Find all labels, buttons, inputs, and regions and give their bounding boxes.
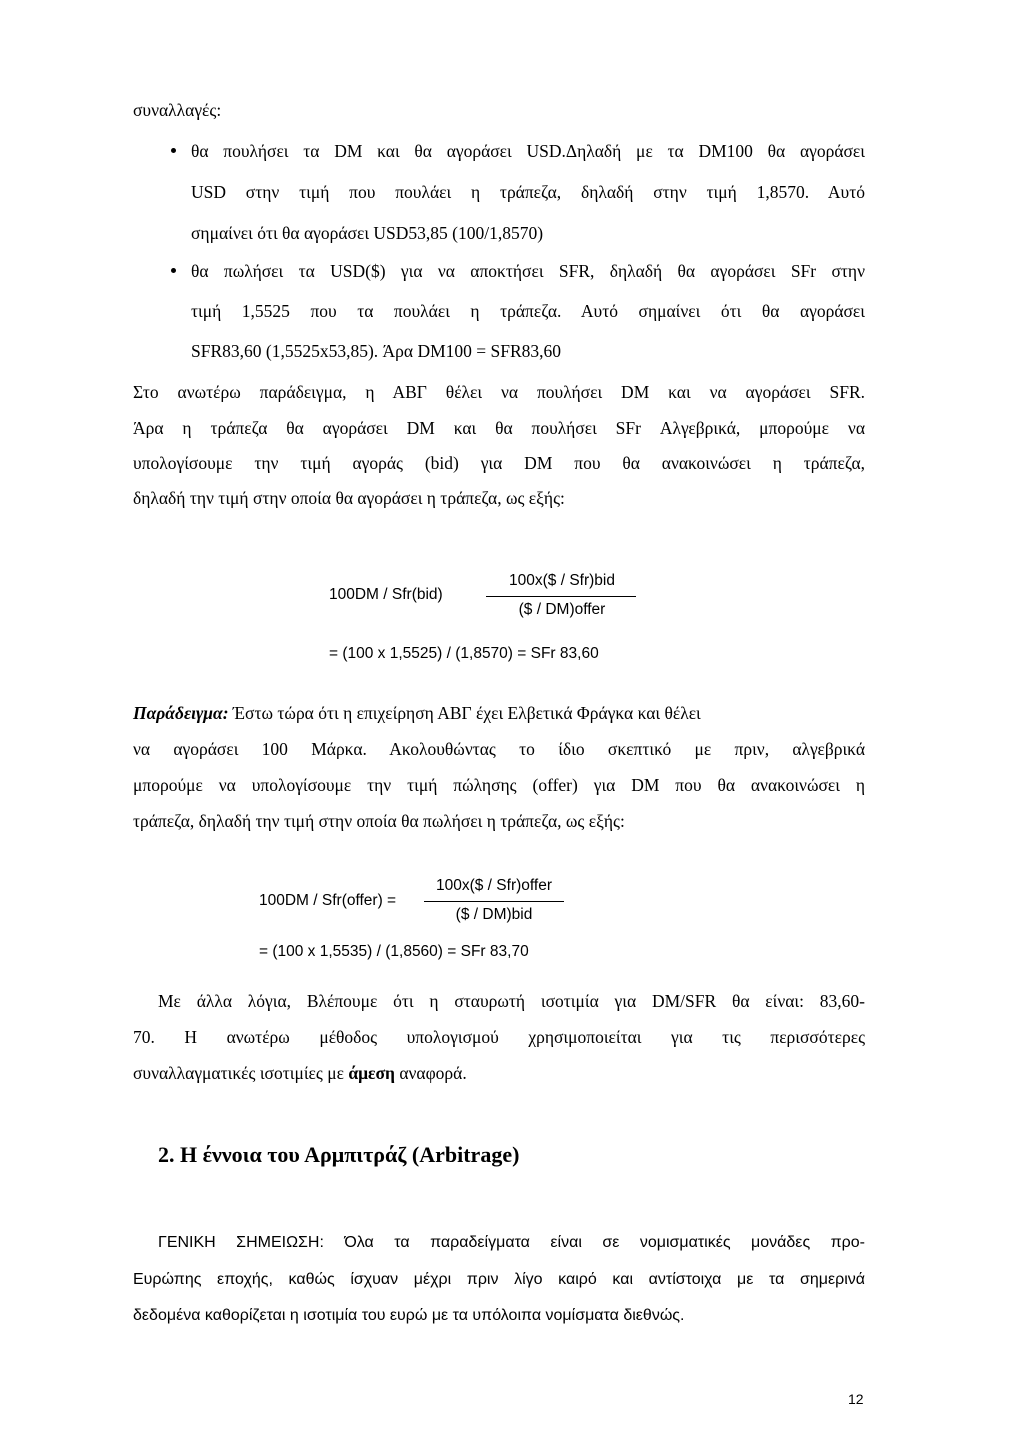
paragraph-3-line-1: Με άλλα λόγια, Βλέπουμε ότι η σταυρωτή ισοτιμία για DM/SFR θα είναι: 83,60- xyxy=(158,991,865,1011)
paragraph-1-line-2: Άρα η τράπεζα θα αγοράσει DM και θα πουλήσει SFr Αλγεβρικά, μπορούμε να xyxy=(133,418,865,438)
bullet-1-line-1: θα πουλήσει τα DM και θα αγοράσει USD.Δηλαδή με τα DM100 θα αγοράσει xyxy=(191,141,865,161)
intro-text: συναλλαγές: xyxy=(133,100,222,120)
paragraph-2-line-2: να αγοράσει 100 Μάρκα. Ακολουθώντας το ίδιο σκεπτικό με πριν, αλγεβρικά xyxy=(133,739,865,759)
paragraph-2-line-3: μπορούμε να υπολογίσουμε την τιμή πώλησης (offer) για DM που θα ανακοινώσει η xyxy=(133,775,865,795)
formula-1-lhs: 100DM / Sfr(bid) xyxy=(329,586,443,603)
bullet-dot xyxy=(171,148,176,153)
bullet-1-line-3: σημαίνει ότι θα αγοράσει USD53,85 (100/1,8570) xyxy=(191,223,544,243)
section-title: 2. Η έννοια του Αρμπιτράζ (Arbitrage) xyxy=(158,1142,520,1167)
example-label: Παράδειγμα: xyxy=(133,703,229,723)
paragraph-3-line-3-end: αναφορά. xyxy=(394,1063,467,1083)
note-line-3: δεδομένα καθορίζεται η ισοτιμία του ευρώ με τα υπόλοιπα νομίσματα διεθνώς. xyxy=(133,1307,685,1324)
paragraph-2-line-4: τράπεζα, δηλαδή την τιμή στην οποία θα πωλήσει η τράπεζα, ως εξής: xyxy=(133,811,625,831)
note-line-1: ΓΕΝΙΚΗ ΣΗΜΕΙΩΣΗ: Όλα τα παραδείγματα είναι σε νομισματικές μονάδες προ- xyxy=(158,1234,865,1251)
paragraph-3-line-3-start: συναλλαγματικές ισοτιμίες με xyxy=(133,1063,349,1083)
bullet-1-line-2: USD στην τιμή που πουλάει η τράπεζα, δηλαδή στην τιμή 1,8570. Αυτό xyxy=(191,182,865,202)
formula-2-lhs: 100DM / Sfr(offer) = xyxy=(259,892,397,909)
formula-1-result: = (100 x 1,5525) / (1,8570) = SFr 83,60 xyxy=(329,645,599,662)
formula-2-denominator: ($ / DM)bid xyxy=(455,906,533,923)
paragraph-2-line-1 xyxy=(133,702,865,724)
paragraph-2-line-1-text: Έστω τώρα ότι η επιχείρηση ΑΒΓ έχει Ελβετικά Φράγκα και θέλει xyxy=(232,703,701,723)
formula-2-result: = (100 x 1,5535) / (1,8560) = SFr 83,70 xyxy=(259,943,529,960)
bullet-dot xyxy=(171,268,176,273)
paragraph-3-line-3 xyxy=(133,1062,467,1084)
note-line-2: Ευρώπης εποχής, καθώς ίσχυαν μέχρι πριν λίγο καιρό και αντίστοιχα με τα σημερινά xyxy=(133,1271,865,1288)
paragraph-1-line-4: δηλαδή την τιμή στην οποία θα αγοράσει η τράπεζα, ως εξής: xyxy=(133,488,565,508)
bullet-2-line-1: θα πωλήσει τα USD($) για να αποκτήσει SFR, δηλαδή θα αγοράσει SFr στην xyxy=(191,261,865,281)
paragraph-1-line-3: υπολογίσουμε την τιμή αγοράς (bid) για DM που θα ανακοινώσει η τράπεζα, xyxy=(133,453,865,473)
formula-2-fraction-bar xyxy=(424,901,564,902)
page-number: 12 xyxy=(848,1391,864,1407)
formula-1-numerator: 100x($ / Sfr)bid xyxy=(509,572,615,589)
paragraph-1-line-1: Στο ανωτέρω παράδειγμα, η ΑΒΓ θέλει να πουλήσει DM και να αγοράσει SFR. xyxy=(133,382,865,402)
emphasis-text: άμεση xyxy=(348,1063,395,1083)
bullet-2-line-3: SFR83,60 (1,5525x53,85). Άρα DM100 = SFR83,60 xyxy=(191,341,562,361)
formula-1-fraction-bar xyxy=(486,596,636,597)
formula-1-denominator: ($ / DM)offer xyxy=(518,601,606,618)
paragraph-3-line-2: 70. Η ανωτέρω μέθοδος υπολογισμού χρησιμοποιείται για τις περισσότερες xyxy=(133,1027,865,1047)
bullet-2-line-2: τιμή 1,5525 που τα πουλάει η τράπεζα. Αυτό σημαίνει ότι θα αγοράσει xyxy=(191,301,865,321)
formula-2-numerator: 100x($ / Sfr)offer xyxy=(435,877,552,894)
